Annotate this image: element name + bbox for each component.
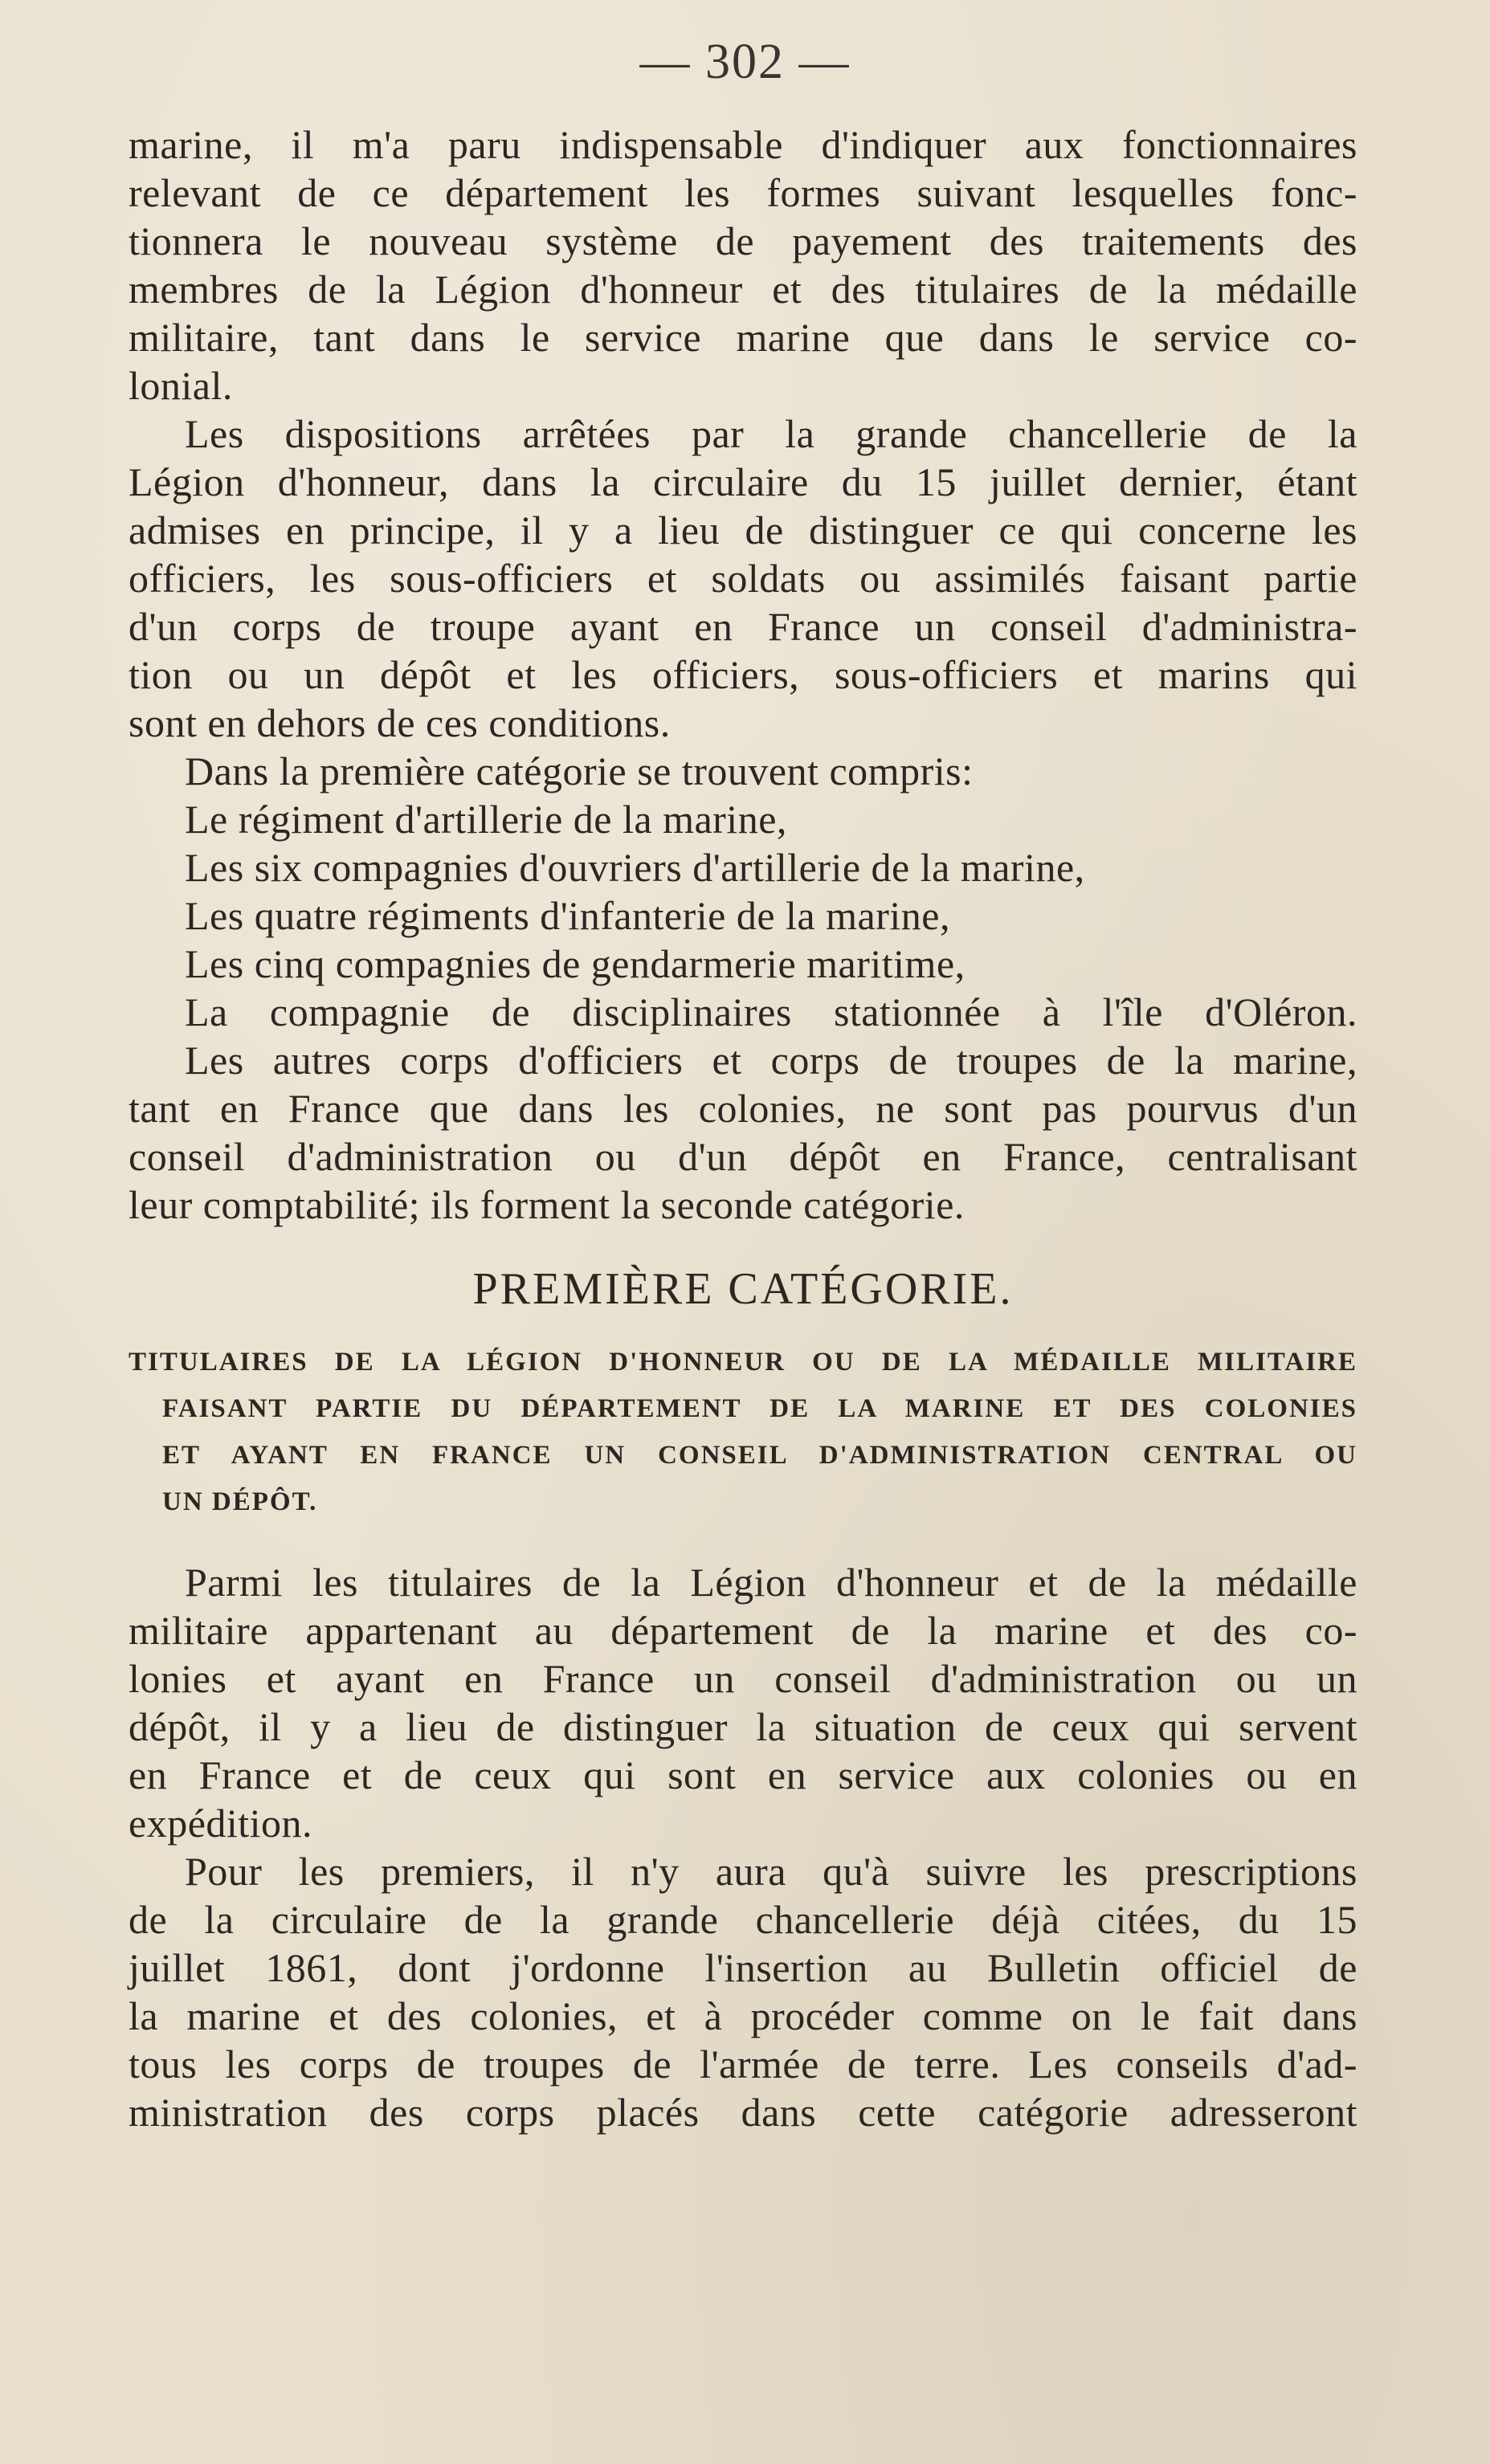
section-heading: PREMIÈRE CATÉGORIE. bbox=[472, 1264, 1014, 1314]
text-line: ministration des corps placés dans cette catégorie adresseront bbox=[129, 2090, 1357, 2135]
text-line: tionnera le nouveau système de payement des traitements des bbox=[129, 218, 1357, 263]
text-line: lonies et ayant en France un conseil d'administration ou un bbox=[129, 1656, 1357, 1701]
text-line: Les autres corps d'officiers et corps de troupes de la marine, bbox=[185, 1038, 1357, 1083]
text-line: lonial. bbox=[129, 363, 233, 408]
page-number: — 302 — bbox=[639, 35, 851, 89]
text-line: tant en France que dans les colonies, ne sont pas pourvus d'un bbox=[129, 1086, 1357, 1131]
text-line: marine, il m'a paru indispensable d'indiquer aux fonctionnaires bbox=[129, 122, 1357, 167]
text-line: leur comptabilité; ils forment la seconde catégorie. bbox=[129, 1182, 965, 1227]
text-line: la marine et des colonies, et à procéder comme on le fait dans bbox=[129, 1993, 1357, 2038]
text-line: officiers, les sous-officiers et soldats ou assimilés faisant partie bbox=[129, 556, 1357, 601]
list-item: Le régiment d'artillerie de la marine, bbox=[185, 797, 787, 842]
list-item: Les six compagnies d'ouvriers d'artillerie de la marine, bbox=[185, 845, 1085, 890]
text-line: membres de la Légion d'honneur et des titulaires de la médaille bbox=[129, 267, 1357, 312]
text-line: Parmi les titulaires de la Légion d'honneur et de la médaille bbox=[185, 1560, 1357, 1605]
text-line: Légion d'honneur, dans la circulaire du 15 juillet dernier, étant bbox=[129, 459, 1357, 504]
text-line: tous les corps de troupes de l'armée de terre. Les conseils d'ad- bbox=[129, 2042, 1357, 2087]
text-line: conseil d'administration ou d'un dépôt en France, centralisant bbox=[129, 1134, 1357, 1179]
text-line: relevant de ce département les formes suivant lesquelles fonc- bbox=[129, 170, 1357, 215]
section-subheading-line: TITULAIRES DE LA LÉGION D'HONNEUR OU DE LA MÉDAILLE MILITAIRE bbox=[129, 1348, 1357, 1377]
text-line: de la circulaire de la grande chancellerie déjà citées, du 15 bbox=[129, 1897, 1357, 1942]
text-line: militaire appartenant au département de la marine et des co- bbox=[129, 1608, 1357, 1653]
section-subheading-line: ET AYANT EN FRANCE UN CONSEIL D'ADMINISTRATION CENTRAL OU bbox=[162, 1441, 1357, 1470]
list-item: La compagnie de disciplinaires stationnée à l'île d'Oléron. bbox=[185, 989, 1357, 1034]
text-line: militaire, tant dans le service marine que dans le service co- bbox=[129, 315, 1357, 360]
text-line: sont en dehors de ces conditions. bbox=[129, 700, 671, 745]
text-line: admises en principe, il y a lieu de distinguer ce qui concerne les bbox=[129, 508, 1357, 553]
text-line: juillet 1861, dont j'ordonne l'insertion au Bulletin officiel de bbox=[129, 1945, 1357, 1990]
list-item: Les quatre régiments d'infanterie de la marine, bbox=[185, 893, 950, 938]
text-line: dépôt, il y a lieu de distinguer la situation de ceux qui servent bbox=[129, 1704, 1357, 1749]
list-item: Les cinq compagnies de gendarmerie maritime, bbox=[185, 941, 965, 986]
list-intro: Dans la première catégorie se trouvent compris: bbox=[185, 749, 974, 793]
text-line: en France et de ceux qui sont en service aux colonies ou en bbox=[129, 1752, 1357, 1797]
text-line: Pour les premiers, il n'y aura qu'à suivre les prescriptions bbox=[185, 1849, 1357, 1894]
text-line: tion ou un dépôt et les officiers, sous-officiers et marins qui bbox=[129, 652, 1357, 697]
text-line: expédition. bbox=[129, 1801, 313, 1846]
text-line: d'un corps de troupe ayant en France un conseil d'administra- bbox=[129, 604, 1357, 649]
section-subheading-line: UN DÉPÔT. bbox=[162, 1487, 318, 1516]
text-line: Les dispositions arrêtées par la grande chancellerie de la bbox=[185, 411, 1357, 456]
section-subheading-line: FAISANT PARTIE DU DÉPARTEMENT DE LA MARINE ET DES COLONIES bbox=[162, 1394, 1357, 1423]
